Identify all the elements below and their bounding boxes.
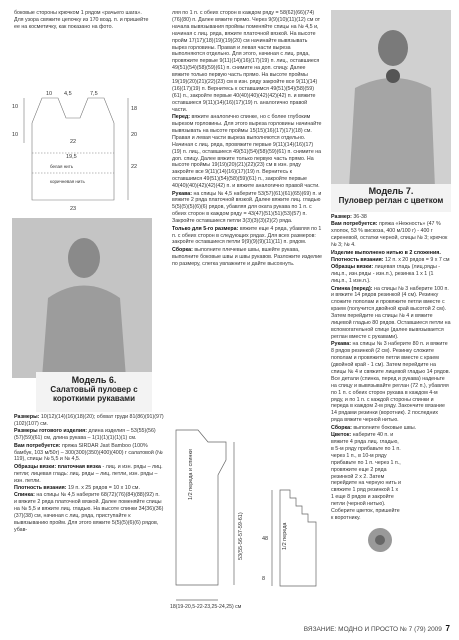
schema-lbl-brown: коричневая нить [50,179,85,184]
schema-m2: 19,5 [66,154,77,160]
col3-para-0: Размер: 36-38 [331,214,367,220]
footer-magazine: ВЯЗАНИЕ: МОДНО И ПРОСТО № 7 (79) 2009 [303,626,442,633]
footer-page: 7 [445,624,450,633]
col1-para-4: Плотность вязания: 19 п. х 25 рядов = 10 х 10 см. [14,485,140,492]
schema-lbl-white: белая нить [50,164,74,169]
schema-bottom: 23 [70,206,77,212]
model7-photo [331,10,451,188]
bag-schema [10,88,150,220]
bag-outline [32,98,114,200]
model6-continued-text [172,10,322,268]
schema-r2: 20 [131,132,138,138]
col1-para-3: Образцы вязки: платочная вязка - лиц. и изн. ряды – лиц. петли; лицевая гладь: лиц. ряды – лиц. петли, изн. ряды – изн. петли. [14,463,163,484]
flower-figure [350,520,410,560]
schema-w3: 7,5 [90,91,98,97]
model6-photo [12,218,152,378]
col2-para-1: Перед: вяжите аналогично спинке, но с более глубоким вырезом горловины. Для этого выреза горловины начинайте вывязывать на высоте проймы 15(15)(16)(17)(17)(18) см. Правая и левая части выреза выполняются отдельно. Начиная с лиц. ряда, провяжите первые 9(11)(14)(16)(17)(19) п. лиц., оставшиеся 49(51)(54)(58)(59)(61) п. снимите на доп. спицу. Далее вяжите только первую часть прямо. На высоте проймы 19(19)(20)(21)(22)(23) см в изн. ряду закройте все 9(11)(14)(16)(17)(19) п. Вернитесь к оставшимся 49(51)(54)(58)(59)(61) п., закройте первые 40(40)(40)(42)(42)(42) п. и вяжите аналогично правой части. [172,114,322,190]
col3-para-6: Рукава: на спицы № 3 наберите 80 п. и вяжите 8 рядов резинкой (2 см). Резинку сложите пополам и провяжите петли вместе с краем (двойной край - 1 см). Затем перейдите на спицы № 4 и свяжите лицевой гладью 14 рядов. Все детали (спинка, перед и рукава) наденьте на спицу и вывязывайте реглан (72 п.), убавляя по 1 п. с обеих сторон рукава в каждом 4-м ряду, и по 1 п. с каждой стороны спинки и переда в каждом 2-м ряду. Закончите вязание 14 рядами резинки (воротник). 2 последних ряда вяжите черной нитью. [331,341,451,424]
col3-para-1: Вам потребуется: пряжа «Нежность» (47 % хлопок, 53 % вискоза, 400 м/100 г) - 400 г сиреневой, остатки черной, спицы № 3; крючок № 3; № 4. [331,221,448,249]
col3-para-4: Образцы вязки: лицевая гладь (лиц.ряды - лиц.п., изн.ряды - изн.п.), резинка 1 х 1 (1 лиц.п., 1 изн.п.). [331,264,440,285]
model7-subtitle: Пуловер реглан с цветком [338,196,444,205]
col1-para-2: Вам потребуется: пряжа SIRDAR Jast Bamboo (100% бамбук, 103 м/50г) – 300(300)(350)(400)(400) г салатовой (№ 119), спицы № 5,5 и № 4,5. [14,442,163,463]
schema-h-top: 10 [12,104,19,110]
model6-subtitle: Салатовый пуловер с короткими рукавами [50,385,138,403]
model7-title: Модель 7. [368,186,414,196]
intro-text: боковые стороны крючком 1 рядом «рачьего шага». Для узора свяжите цепочку из 170 возд. п. и пришейте ее на косметичку, как показано на фото. [14,10,149,30]
footer [300,624,450,633]
schema-r3: 22 [131,164,138,170]
model7-figure [331,10,451,188]
col1-para-0: Размеры: 10(12)(14)(16)(18)(20); обхват груди 81(86)(91)(97)(102)(107) см. [14,414,164,427]
raglan-schema [260,480,334,600]
col2-para-0: ляя по 1 п. с обеих сторон в каждом ряду = 58(62)(66)(74)(76)(80) п. Далее вяжите прямо. Через 9(9)(10)(11)(12) см от начала вывязывания проймы поменяйте спицы на № 4,5 и, начиная с лиц. ряда, вяжите платочной вязкой. На высоте пройм 17(17)(18)(19)(19)(20) см начинайте вывязывать вырез горловины. Правая и левая части выреза выполняются отдельно. Для этого, начиная с лиц. ряда, провяжите первые 9(11)(14)(16)(17)(19) п. лиц., оставшиеся 49(51)(54)(58)(59)(61) п. снимите на доп. спицу. Далее вяжите только первую часть прямо. На высоте проймы 19(19)(20)(21)(22)(23) см в изн. ряду закройте все 9(11)(14)(16)(17)(19) п. Вернитесь к оставшимся 49(51)(54)(58)(59)(61) п., закройте первые 40(40)(40)(42)(42)(42) п. и вяжите оставшиеся 9(11)(14)(16)(17)(19) п. аналогично правой части. [172,10,321,113]
col2-para-4: Сборка: выполните плечевые швы, вшейте рукава, выполните боковые швы и швы рукавов. Разложите изделие по размеру, слегка увлажните и дайте высохнуть. [172,246,322,267]
schema-m1: 22 [70,139,77,145]
pattern-bottom: 18(19-20,5-22-23,25-24,25) см [170,604,242,610]
schema-r1: 18 [131,106,138,112]
raglan-label: 1/2 переда [282,522,288,550]
model6-figure [12,218,152,378]
raglan-small: 8 [262,576,266,582]
model6-text [14,414,164,534]
pullover-outline [176,430,226,585]
col3-para-2: Изделие выполнено нитью в 2 сложения. [331,249,441,256]
schema-w1: 10 [46,91,53,97]
col1-para-5: Спинка: на спицы № 4,5 наберите 68(72)(76)(84)(88)(92) п. и вяжите 2 ряда платочной вязкой. Далее поменяйте спицы на № 5,5 и вяжите лиц. гладью. На высоте спинки 34(36)(36)(37)(38) см, начиная с лиц. ряда, приступайте к вывязыванию пройм. Для этого вяжите 5(5)(5)(6)(6) рядов, убав- [14,492,164,533]
col3-para-7: Сборка: выполните боковые швы. [331,424,417,431]
col2-para-3: Только для 5-го размера: вяжите еще 4 ряда, убавляя по 1 п. с обеих сторон в следующих рядах. Для всех размеров: закройте оставшиеся петли 9(9)(9)(9)(11)(11) п. рядом. [172,225,322,246]
col1-para-1: Размеры готового изделия: длина изделия – 53(55)(56)(57)(59)(61) см, длина рукава – 1(1)(1)(1)(1)(1) см. [14,428,156,442]
col2-para-2: Рукава: на спицы № 4,5 наберите 53(57)(61)(61)(65)(69) п. и вяжите 2 ряда платочной вязкой. Далее вяжите лиц. гладью 5(5)(5)(5)(6)(6) рядов, убавляя для оката рукава по 1 п. с обеих сторон в каждом ряду = 43(47)(51)(51)(53)(57) п. Закройте оставшиеся петли 3(3)(3)(3)(2)(2) ряда. [172,190,322,225]
schema-h-left: 10 [12,132,19,138]
model7-caption [331,184,451,212]
pattern-label-left: 1/2 переда и спинки [188,449,194,500]
col3-para-8: Цветок: наберите 40 п. и вяжите 4 ряда лиц. гладью, в 5-м ряду прибавьте по 1 п. через 1 п., в 10-м ряду прибавьте по 1 п. через 1 п., провяжите еще 2 ряда резинкой 2 х 2. Затем перейдите на черную нить и свяжите 1 ряд резинкой 1 х 1 еще 8 рядов и закройте петли (черной нитью). Соберите цветок, пришейте к воротнику. [331,432,402,521]
col3-para-3: Плотность вязания: 12 п. х 20 рядов = 9 х 7 см [331,256,450,263]
model7-text [331,214,451,522]
schema-w2: 4,5 [64,91,72,97]
pattern-vertical: 53(55-56-57-59-61) [238,512,244,560]
col3-para-5: Спинка (перед): на спицы № 3 наберите 100 п. и вяжите 14 рядов резинкой (4 см). Резинку сложите пополам и провяжите петли вместе с краем (получится двойной край высотой 2 см). Затем перейдите на спицы № 4 и вяжите лицевой гладью 80 рядов. Оставшиеся петли на вспомогательной спице (далее вывязывается реглан вместе с рукавами). [331,285,451,340]
raglan-h: 48 [262,536,269,542]
model6-title: Модель 6. [71,375,117,385]
model6-caption [36,372,152,412]
